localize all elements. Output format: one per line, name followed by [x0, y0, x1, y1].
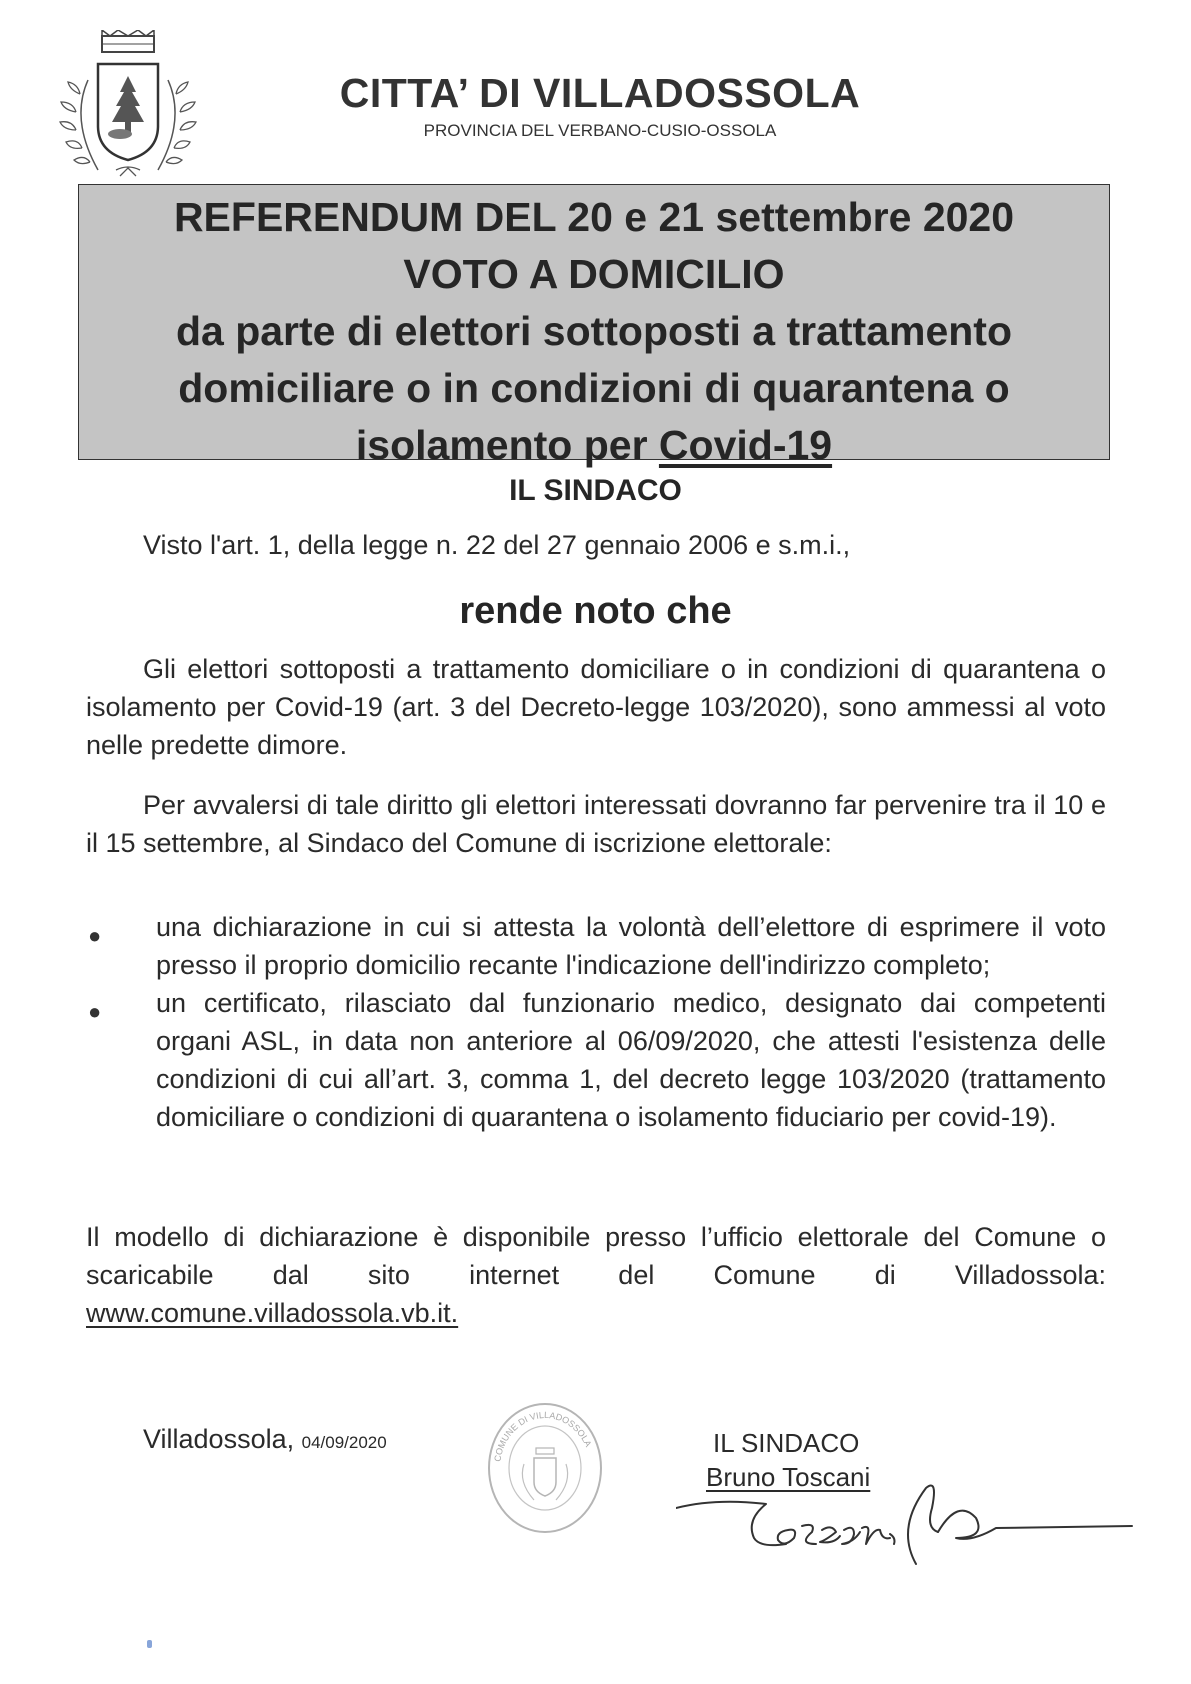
requirements-list: [86, 908, 1106, 1136]
official-stamp-icon: [484, 1398, 606, 1536]
place-date: [143, 1424, 387, 1455]
banner-line-5: [79, 417, 1109, 474]
banner-covid-underlined: Covid-19: [658, 422, 833, 468]
banner-line-5-prefix: isolamento per: [355, 422, 659, 468]
city-title: CITTA’ DI VILLADOSSOLA: [339, 70, 861, 116]
paragraph-3: [86, 1218, 1106, 1332]
place-text: Villadossola,: [143, 1424, 302, 1454]
province-subtitle: PROVINCIA DEL VERBANO-CUSIO-OSSOLA: [423, 121, 777, 140]
list-item-text: una dichiarazione in cui si attesta la volontà dell’elettore di esprimere il voto presso il proprio domicilio recante l'indicazione dell'indirizzo completo;: [156, 912, 1106, 980]
website-link[interactable]: www.comune.villadossola.vb.it.: [86, 1298, 459, 1328]
scan-speck: [147, 1640, 152, 1648]
list-item-text: un certificato, rilasciato dal funzionario medico, designato dai competenti organi ASL, in data non anteriore al 06/09/2020, che attesti l'esistenza delle condizioni di cui all’art. 3, comma 1, del decreto legge 103/2020 (trattamento domiciliare o condizioni di quarantena o isolamento fiduciario per covid-19).: [156, 988, 1106, 1132]
banner-line-2: VOTO A DOMICILIO: [403, 251, 785, 297]
bullet-icon: ●: [88, 923, 102, 948]
paragraph-2: Per avvalersi di tale diritto gli elettori interessati dovranno far pervenire tra il 10 e il 15 settembre, al Sindaco del Comune di iscrizione elettorale:: [86, 790, 1106, 858]
date-text: 04/09/2020: [301, 1433, 387, 1452]
signatory-name: Bruno Toscani: [706, 1462, 871, 1492]
list-item: [86, 908, 1106, 984]
bullet-icon: ●: [88, 999, 102, 1024]
rende-noto-heading: rende noto che: [459, 590, 732, 632]
city-crest-icon: [58, 30, 198, 180]
paragraph-3-text: Il modello di dichiarazione è disponibile presso l’ufficio elettorale del Comune o scaricabile dal sito internet del Comune di Villadossola:: [86, 1222, 1106, 1290]
signatory-title: IL SINDACO: [713, 1428, 860, 1458]
paragraph-1: Gli elettori sottoposti a trattamento domiciliare o in condizioni di quarantena o isolamento per Covid-19 (art. 3 del Decreto-legge 103/2020), sono ammessi al voto nelle predette dimore.: [86, 654, 1106, 760]
list-item: [86, 984, 1106, 1136]
banner-line-1: REFERENDUM DEL 20 e 21 settembre 2020: [173, 194, 1015, 240]
handwritten-signature: [676, 1468, 1136, 1578]
referendum-banner: [78, 184, 1110, 468]
sindaco-heading: IL SINDACO: [509, 474, 682, 507]
banner-line-4: domiciliare o in condizioni di quarantena o: [178, 365, 1010, 411]
visto-line: Visto l'art. 1, della legge n. 22 del 27 gennaio 2006 e s.m.i.,: [143, 530, 851, 560]
banner-line-3: da parte di elettori sottoposti a trattamento: [175, 308, 1013, 354]
stamp-text: COMUNE DI VILLADOSSOLA: [492, 1409, 594, 1463]
